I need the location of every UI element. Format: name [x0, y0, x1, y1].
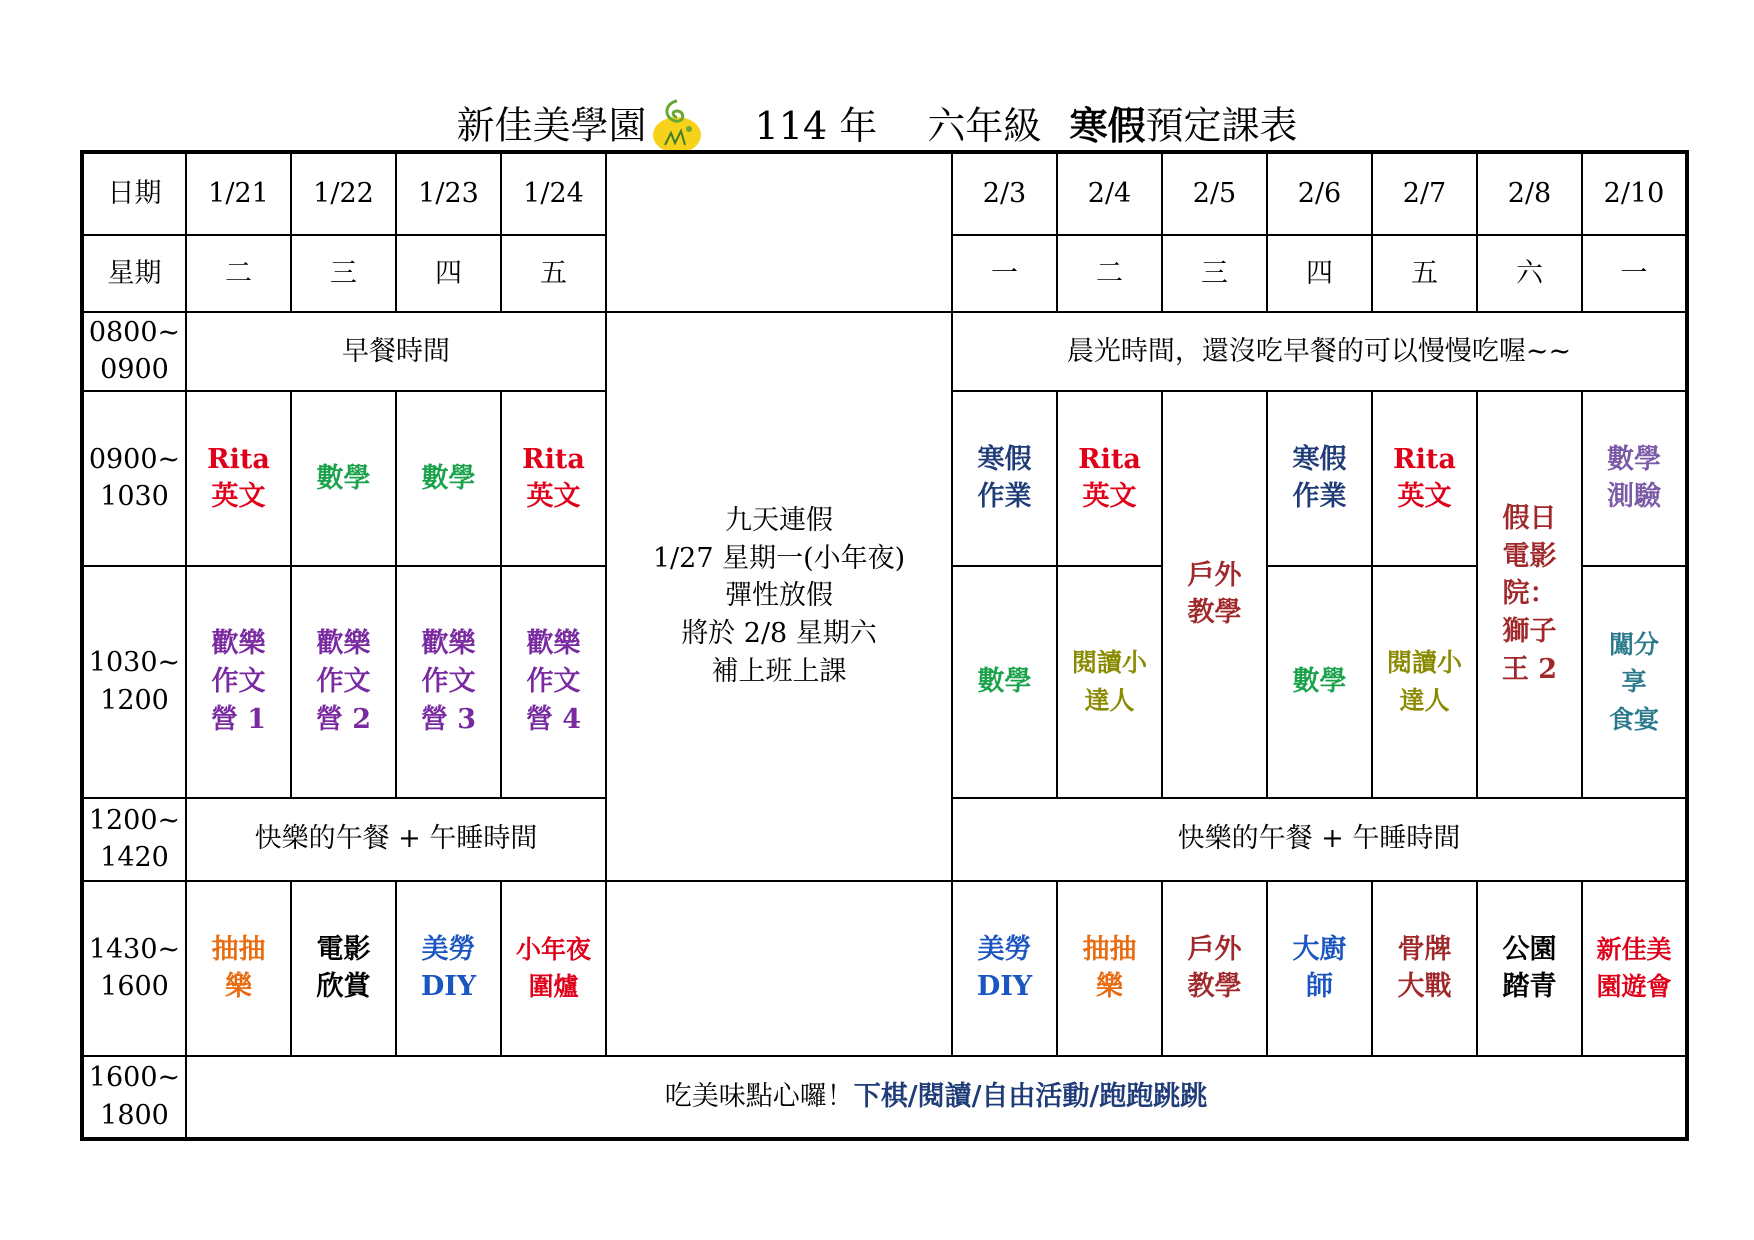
class-cell-math: 數學	[1267, 566, 1372, 798]
class-cell-fair: 新佳美 園遊會	[1582, 881, 1687, 1056]
title-suffix: 預定課表	[1145, 103, 1298, 148]
breakfast-row	[82, 312, 1687, 391]
class-cell-craft: 美勞 DIY	[396, 881, 501, 1056]
class-cell-movie: 假日 電影 院： 獅子 王 2	[1477, 391, 1582, 798]
class-cell-park: 公園 踏青	[1477, 881, 1582, 1056]
date-cell: 1/21	[186, 152, 291, 235]
class-cell-domino: 骨牌 大戰	[1372, 881, 1477, 1056]
date-cell: 2/7	[1372, 152, 1477, 235]
holiday-label: 寒假	[1069, 102, 1146, 148]
grade-label: 六年級	[927, 103, 1042, 148]
weekday-cell: 一	[952, 235, 1057, 312]
weekday-cell: 六	[1477, 235, 1582, 312]
class-cell-reading: 閱讀小 達人	[1372, 566, 1477, 798]
class-cell-homework: 寒假 作業	[1267, 391, 1372, 566]
date-cell: 2/4	[1057, 152, 1162, 235]
class-cell-reading: 閱讀小 達人	[1057, 566, 1162, 798]
date-cell: 1/23	[396, 152, 501, 235]
date-cell: 2/10	[1582, 152, 1687, 235]
class-cell-writing: 歡樂 作文 營 3	[396, 566, 501, 798]
time-slot: 1030~ 1200	[82, 566, 186, 798]
blank-center-afternoon	[606, 881, 952, 1056]
time-slot: 0800~ 0900	[82, 312, 186, 391]
class-cell-math: 數學	[291, 391, 396, 566]
class-cell-movie: 電影 欣賞	[291, 881, 396, 1056]
holiday-notice: 九天連假 1/27 星期一(小年夜) 彈性放假 將於 2/8 星期六 補上班上課	[606, 312, 952, 881]
time-slot: 0900~ 1030	[82, 391, 186, 566]
breakfast-right: 晨光時間，還沒吃早餐的可以慢慢吃喔~~	[952, 312, 1687, 391]
class-cell-craft: 美勞 DIY	[952, 881, 1057, 1056]
weekday-cell: 二	[186, 235, 291, 312]
weekday-cell: 四	[1267, 235, 1372, 312]
weekday-cell: 四	[396, 235, 501, 312]
class-cell-new-year-dinner: 小年夜 圍爐	[501, 881, 606, 1056]
time-slot: 1200~ 1420	[82, 798, 186, 881]
date-cell: 2/5	[1162, 152, 1267, 235]
class-cell-writing: 歡樂 作文 營 1	[186, 566, 291, 798]
school-logo-icon	[651, 95, 703, 157]
class-cell-chef: 大廚 師	[1267, 881, 1372, 1056]
schedule-table	[80, 150, 1689, 1141]
school-name: 新佳美學園	[456, 103, 647, 148]
class-cell-math: 數學	[952, 566, 1057, 798]
time-slot: 1600~ 1800	[82, 1056, 186, 1139]
school-year: 114 年	[754, 103, 878, 148]
snack-activities: 吃美味點心囉！下棋/閱讀/自由活動/跑跑跳跳	[186, 1056, 1687, 1139]
class-cell-english: Rita 英文	[186, 391, 291, 566]
weekday-cell: 三	[1162, 235, 1267, 312]
class-cell-outdoor: 戶外 教學	[1162, 391, 1267, 798]
date-row	[82, 152, 1687, 235]
date-cell: 2/8	[1477, 152, 1582, 235]
snack-row	[82, 1056, 1687, 1139]
class-cell-outdoor: 戶外 教學	[1162, 881, 1267, 1056]
time-slot: 1430~ 1600	[82, 881, 186, 1056]
class-cell-math: 數學	[396, 391, 501, 566]
page-title	[0, 90, 1754, 154]
date-label: 日期	[82, 152, 186, 235]
class-cell-lottery: 抽抽 樂	[1057, 881, 1162, 1056]
class-cell-writing: 歡樂 作文 營 4	[501, 566, 606, 798]
breakfast-left: 早餐時間	[186, 312, 606, 391]
weekday-cell: 三	[291, 235, 396, 312]
date-cell: 2/6	[1267, 152, 1372, 235]
class-cell-math-test: 數學 測驗	[1582, 391, 1687, 566]
lunch-left: 快樂的午餐 + 午睡時間	[186, 798, 606, 881]
afternoon-row	[82, 881, 1687, 1056]
date-cell: 2/3	[952, 152, 1057, 235]
date-cell: 1/24	[501, 152, 606, 235]
class-cell-homework: 寒假 作業	[952, 391, 1057, 566]
class-cell-english: Rita 英文	[501, 391, 606, 566]
blank-center-header	[606, 152, 952, 312]
weekday-cell: 五	[501, 235, 606, 312]
weekday-cell: 二	[1057, 235, 1162, 312]
weekday-cell: 一	[1582, 235, 1687, 312]
date-cell: 1/22	[291, 152, 396, 235]
class-cell-english: Rita 英文	[1057, 391, 1162, 566]
weekday-cell: 五	[1372, 235, 1477, 312]
weekday-label: 星期	[82, 235, 186, 312]
class-cell-english: Rita 英文	[1372, 391, 1477, 566]
class-cell-lottery: 抽抽 樂	[186, 881, 291, 1056]
lunch-right: 快樂的午餐 + 午睡時間	[952, 798, 1687, 881]
class-cell-writing: 歡樂 作文 營 2	[291, 566, 396, 798]
class-cell-feast: 闖分 享 食宴	[1582, 566, 1687, 798]
